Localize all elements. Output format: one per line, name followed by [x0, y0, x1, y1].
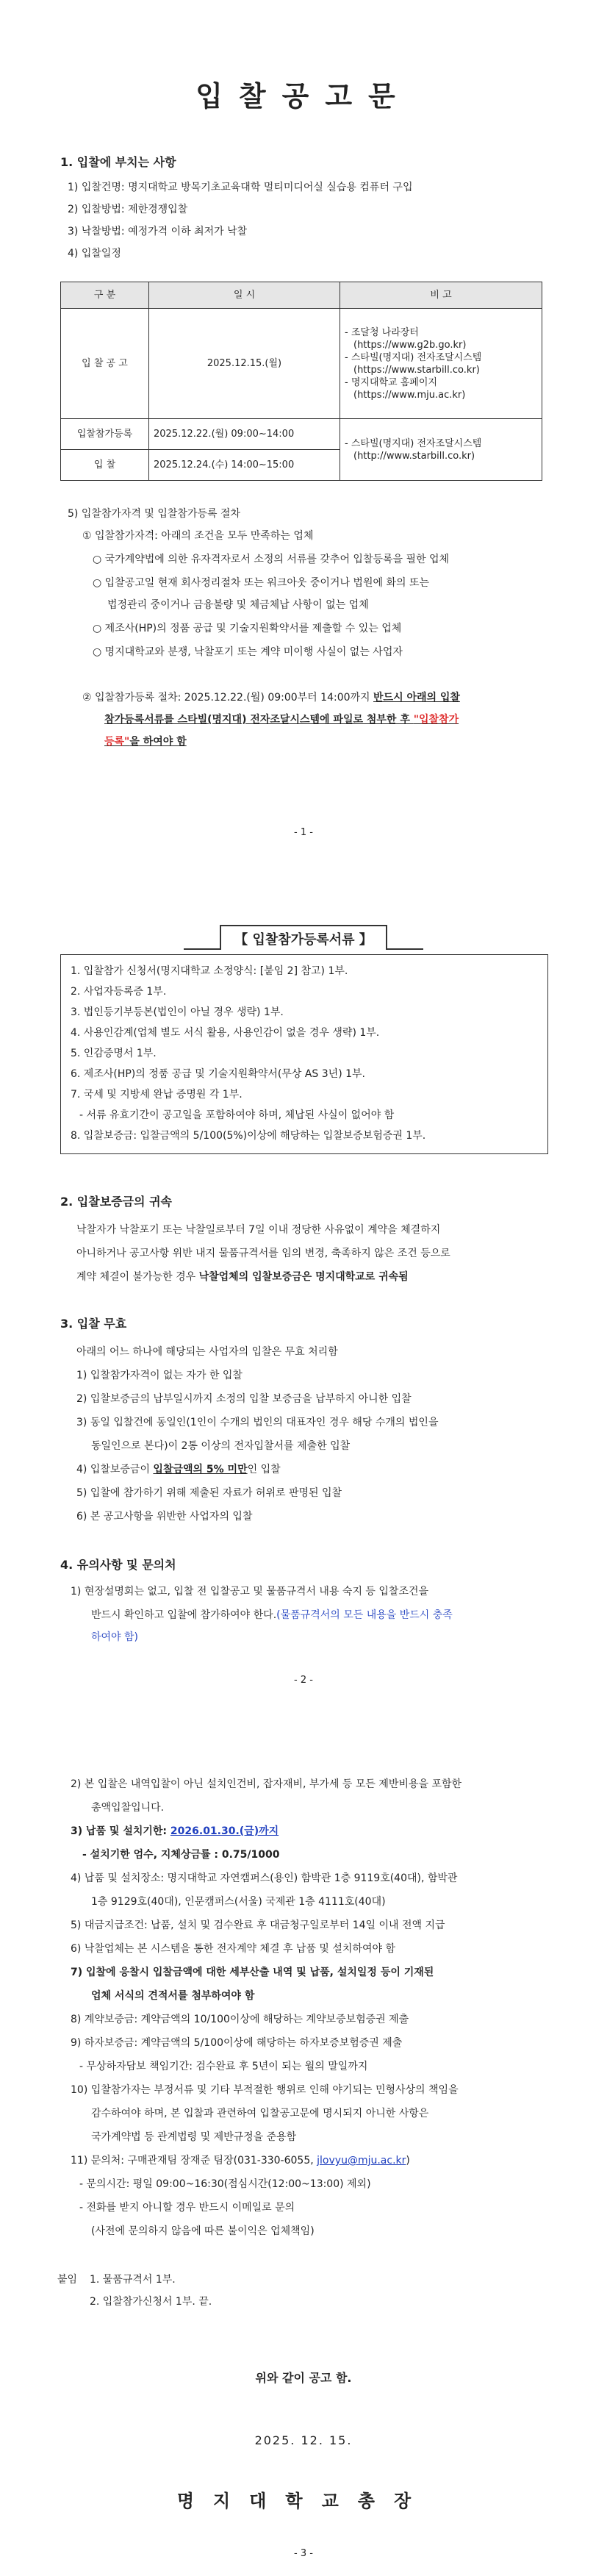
row-notice-label: 입 찰 공 고 — [61, 309, 149, 419]
p3-item-sub: - 설치기한 엄수, 지체상금률 : 0.75/1000 — [82, 1849, 280, 1861]
row-bid-label: 입 찰 — [61, 450, 149, 481]
forfeit-line — [76, 1270, 409, 1284]
bid-name: 1) 입찰건명: 명지대학교 방목기초교육대학 멀티미디어실 실습용 컴퓨터 구입 — [68, 182, 413, 193]
notice-date: 2025. 12. 15. — [254, 2433, 353, 2447]
contact-email-link[interactable]: jlovyu@mju.ac.kr — [317, 2155, 406, 2167]
attachment-item: 2. 입찰참가신청서 1부. 끝. — [90, 2296, 212, 2308]
signer: 명지대학교총장 — [176, 2491, 431, 2511]
deadline-date: 2026.01.30.(금)까지 — [170, 1825, 279, 1837]
note-line: - 조달청 나라장터 — [345, 326, 419, 338]
contact-item — [71, 2154, 410, 2167]
section2-heading: 2. 입찰보증금의 귀속 — [60, 1195, 172, 1209]
bid-method: 2) 입찰방법: 제한경쟁입찰 — [68, 204, 188, 215]
closing-text: 위와 같이 공고 함. — [255, 2371, 352, 2385]
invalid-intro: 아래의 어느 하나에 해당되는 사업자의 입찰은 무효 처리함 — [76, 1346, 338, 1358]
registration-procedure — [82, 691, 460, 704]
doc-item: 4. 사용인감계(업체 별도 서식 활용, 사용인감이 없을 경우 생략) 1부. — [71, 1027, 380, 1039]
invalid-item: 5) 입찰에 참가하기 위해 제출된 자료가 허위로 판명된 입찰 — [76, 1487, 342, 1499]
notice-item-cont: 하여야 함) — [91, 1631, 139, 1643]
attachment-item: 1. 물품규격서 1부. — [90, 2274, 176, 2286]
condition-item: ○ 제조사(HP)의 정품 공급 및 기술지원확약서를 제출할 수 있는 업체 — [93, 623, 402, 634]
col-header-note: 비 고 — [340, 282, 542, 309]
section1-heading: 1. 입찰에 부치는 사항 — [60, 155, 176, 169]
page-number-3: - 3 - — [294, 2548, 313, 2559]
forfeit-line: 아니하거나 공고사항 위반 내지 물품규격서를 임의 변경, 축족하지 않은 조건 등으로 — [76, 1248, 450, 1259]
p3-item: 7) 입찰에 응찰시 입찰금액에 대한 세부산출 내역 및 납품, 설치일정 등이 기재된 — [71, 1967, 434, 1978]
doc-item: 3. 법인등기부등본(법인이 아닐 경우 생략) 1부. — [71, 1006, 284, 1018]
invalid-emph: 입찰금액의 5% 미만 — [153, 1464, 248, 1475]
mju-link[interactable]: (https://www.mju.ac.kr) — [353, 389, 466, 401]
row-notice-note — [340, 309, 542, 419]
invalid-item: 3) 동일 입찰건에 동일인(1인이 수개의 법인의 대표자인 경우 해당 수개의 법인을 — [76, 1417, 439, 1428]
registration-procedure-end — [104, 735, 187, 748]
invalid-item: 1) 입찰참가자격이 없는 자가 한 입찰 — [76, 1370, 243, 1381]
invalid-item — [76, 1463, 281, 1476]
invalid-item: 6) 본 공고사항을 위반한 사업자의 입찰 — [76, 1511, 253, 1523]
notice-blue: (물품규격서의 모든 내용을 반드시 충족 — [276, 1609, 453, 1621]
col-header-category: 구 분 — [61, 282, 149, 309]
doc-item: 1. 입찰참가 신청서(명지대학교 소정양식: [붙임 2] 참고) 1부. — [71, 965, 348, 977]
forfeit-text: 계약 체결이 불가능한 경우 — [76, 1271, 199, 1283]
forfeit-emph: 낙찰업체의 입찰보증금은 명지대학교로 귀속됨 — [198, 1271, 409, 1283]
row-register-date: 2025.12.22.(월) 09:00~14:00 — [149, 419, 340, 450]
procedure-red: "입찰참가 — [413, 714, 459, 726]
contact-sub: (사전에 문의하지 않음에 따른 불이익은 업체책임) — [91, 2225, 315, 2237]
p3-item: 10) 입찰참가자는 부정서류 및 기타 부적절한 행위로 인해 야기되는 민형사상의 책임을 — [71, 2084, 459, 2096]
invalid-text: 인 입찰 — [247, 1464, 281, 1475]
notice-item-cont — [91, 1609, 453, 1622]
invalid-item: 2) 입찰보증금의 납부일시까지 소정의 입찰 보증금을 납부하지 아니한 입찰 — [76, 1393, 412, 1405]
col-header-datetime: 일 시 — [149, 282, 340, 309]
award-method: 3) 낙찰방법: 예정가격 이하 최저가 낙찰 — [68, 226, 248, 237]
note-line: - 명지대학교 홈페이지 — [345, 376, 437, 388]
doc-item-note: - 서류 유효기간이 공고일을 포함하여야 하며, 체납된 사실이 없어야 함 — [79, 1109, 395, 1121]
p3-item — [71, 1825, 279, 1838]
row-register-note — [340, 419, 542, 481]
doc-item: 2. 사업자등록증 1부. — [71, 986, 167, 998]
invalid-text: 4) 입찰보증금이 — [76, 1464, 154, 1475]
contact-text: 11) 문의처: 구매관재팀 장재준 팀장(031-330-6055, — [71, 2155, 317, 2167]
p3-item-cont: 국가계약법 등 관계법령 및 제반규정을 준용함 — [91, 2131, 297, 2143]
p3-item: 5) 대금지급조건: 납품, 설치 및 검수완료 후 대금청구일로부터 14일 이내 전액 지급 — [71, 1920, 445, 1931]
condition-item: ○ 입찰공고일 현재 회사정리절차 또는 워크아웃 중이거나 법원에 화의 또는 — [93, 577, 429, 589]
starbill-link[interactable]: (https://www.starbill.co.kr) — [353, 364, 480, 376]
doc-item: 5. 인감증명서 1부. — [71, 1048, 157, 1059]
bid-schedule-label: 4) 입찰일정 — [68, 248, 121, 260]
attachment-label: 붙임 — [57, 2274, 78, 2286]
procedure-emph: 을 하여야 함 — [129, 736, 187, 748]
procedure-text: ② 입찰참가등록 절차: 2025.12.22.(월) 09:00부터 14:00까지 — [82, 692, 374, 704]
condition-item-cont: 법정관리 중이거나 금융불량 및 체금체납 사항이 없는 업체 — [107, 599, 369, 611]
g2b-link[interactable]: (https://www.g2b.go.kr) — [353, 339, 467, 351]
note-line: - 스타빌(명지대) 전자조달시스템 — [345, 351, 482, 363]
page-number-1: - 1 - — [294, 827, 313, 838]
qualification-heading: 5) 입찰참가자격 및 입찰참가등록 절차 — [68, 508, 241, 520]
condition-item: ○ 국가계약법에 의한 유자격자로서 소정의 서류를 갖추어 입찰등록을 필한 업체 — [93, 554, 450, 565]
section3-heading: 3. 입찰 무효 — [60, 1317, 127, 1331]
doc-item: 8. 입찰보증금: 입찰금액의 5/100(5%)이상에 해당하는 입찰보증보험증권 1부. — [71, 1130, 426, 1142]
qualification-sub: ① 입찰참가자격: 아래의 조건을 모두 만족하는 업체 — [82, 530, 314, 542]
row-register-label: 입찰참가등록 — [61, 419, 149, 450]
section4-heading: 4. 유의사항 및 문의처 — [60, 1558, 176, 1572]
p3-item-cont: 감수하여야 하며, 본 입찰과 관련하여 입찰공고문에 명시되지 아니한 사항은 — [91, 2108, 429, 2119]
doc-item: 6. 제조사(HP)의 정품 공급 및 기술지원확약서(무상 AS 3년) 1부. — [71, 1068, 365, 1080]
invalid-item-cont: 동일인으로 본다)이 2통 이상의 전자입찰서를 제출한 입찰 — [91, 1440, 351, 1452]
notice-item: 1) 현장설명회는 없고, 입찰 전 입찰공고 및 물품규격서 내용 숙지 등 입찰조건을 — [71, 1586, 429, 1598]
p3-item: 9) 하자보증금: 계약금액의 5/100이상에 해당하는 하자보증보험증권 제출 — [71, 2037, 403, 2049]
p3-item: 8) 계약보증금: 계약금액의 10/100이상에 해당하는 계약보증보험증권 제출 — [71, 2014, 409, 2025]
note-line: - 스타빌(명지대) 전자조달시스템 — [345, 437, 482, 449]
condition-item: ○ 명지대학교와 분쟁, 낙찰포기 또는 계약 미이행 사실이 없는 사업자 — [93, 646, 403, 658]
registration-procedure-cont — [104, 713, 459, 726]
notice-text: 반드시 확인하고 입찰에 참가하여야 한다. — [91, 1609, 277, 1621]
p3-item: 4) 납품 및 설치장소: 명지대학교 자연캠퍼스(용인) 함박관 1층 9119호(40대), 함박관 — [71, 1872, 458, 1884]
procedure-emph: 반드시 아래의 입찰 — [373, 692, 460, 704]
p3-item: 6) 낙찰업체는 본 시스템을 통한 전자계약 체결 후 납품 및 설치하여야 함 — [71, 1943, 395, 1955]
doc-item: 7. 국세 및 지방세 완납 증명원 각 1부. — [71, 1089, 243, 1101]
starbill-link-2[interactable]: (http://www.starbill.co.kr) — [353, 450, 475, 462]
procedure-red: 등록" — [104, 736, 130, 748]
contact-text: ) — [406, 2155, 410, 2167]
p3-item-cont: 1층 9129호(40대), 인문캠퍼스(서울) 국제관 1층 4111호(40대) — [91, 1896, 386, 1908]
document-title: 입찰공고문 — [195, 80, 412, 112]
p3-item-sub: - 무상하자담보 책임기간: 검수완료 후 5년이 되는 월의 말일까지 — [79, 2061, 368, 2072]
deadline-label: 3) 납품 및 설치기한: — [71, 1825, 170, 1837]
docs-title — [0, 925, 607, 950]
procedure-emph: 참가등록서류를 스타빌(명지대) 전자조달시스템에 파일로 첨부한 후 — [104, 714, 414, 726]
row-notice-date: 2025.12.15.(월) — [149, 309, 340, 419]
row-bid-date: 2025.12.24.(수) 14:00~15:00 — [149, 450, 340, 481]
p3-item-cont: 업체 서식의 견적서를 첨부하여야 함 — [91, 1990, 255, 2002]
schedule-table — [60, 282, 542, 481]
page-number-2: - 2 - — [294, 1675, 313, 1686]
contact-sub: - 전화를 받지 아니할 경우 반드시 이메일로 문의 — [79, 2202, 295, 2214]
contact-sub: - 문의시간: 평일 09:00~16:30(점심시간(12:00~13:00) 제외) — [79, 2178, 371, 2190]
p3-item: 2) 본 입찰은 내역입찰이 아닌 설치인건비, 잡자재비, 부가세 등 모든 제반비용을 포함한 — [71, 1778, 462, 1790]
p3-item-cont: 총액입찰입니다. — [91, 1802, 165, 1814]
forfeit-line: 낙찰자가 낙찰포기 또는 낙찰일로부터 7일 이내 정당한 사유없이 계약을 체결하지 — [76, 1224, 441, 1236]
docs-title-text: 【 입찰참가등록서류 】 — [220, 925, 387, 950]
